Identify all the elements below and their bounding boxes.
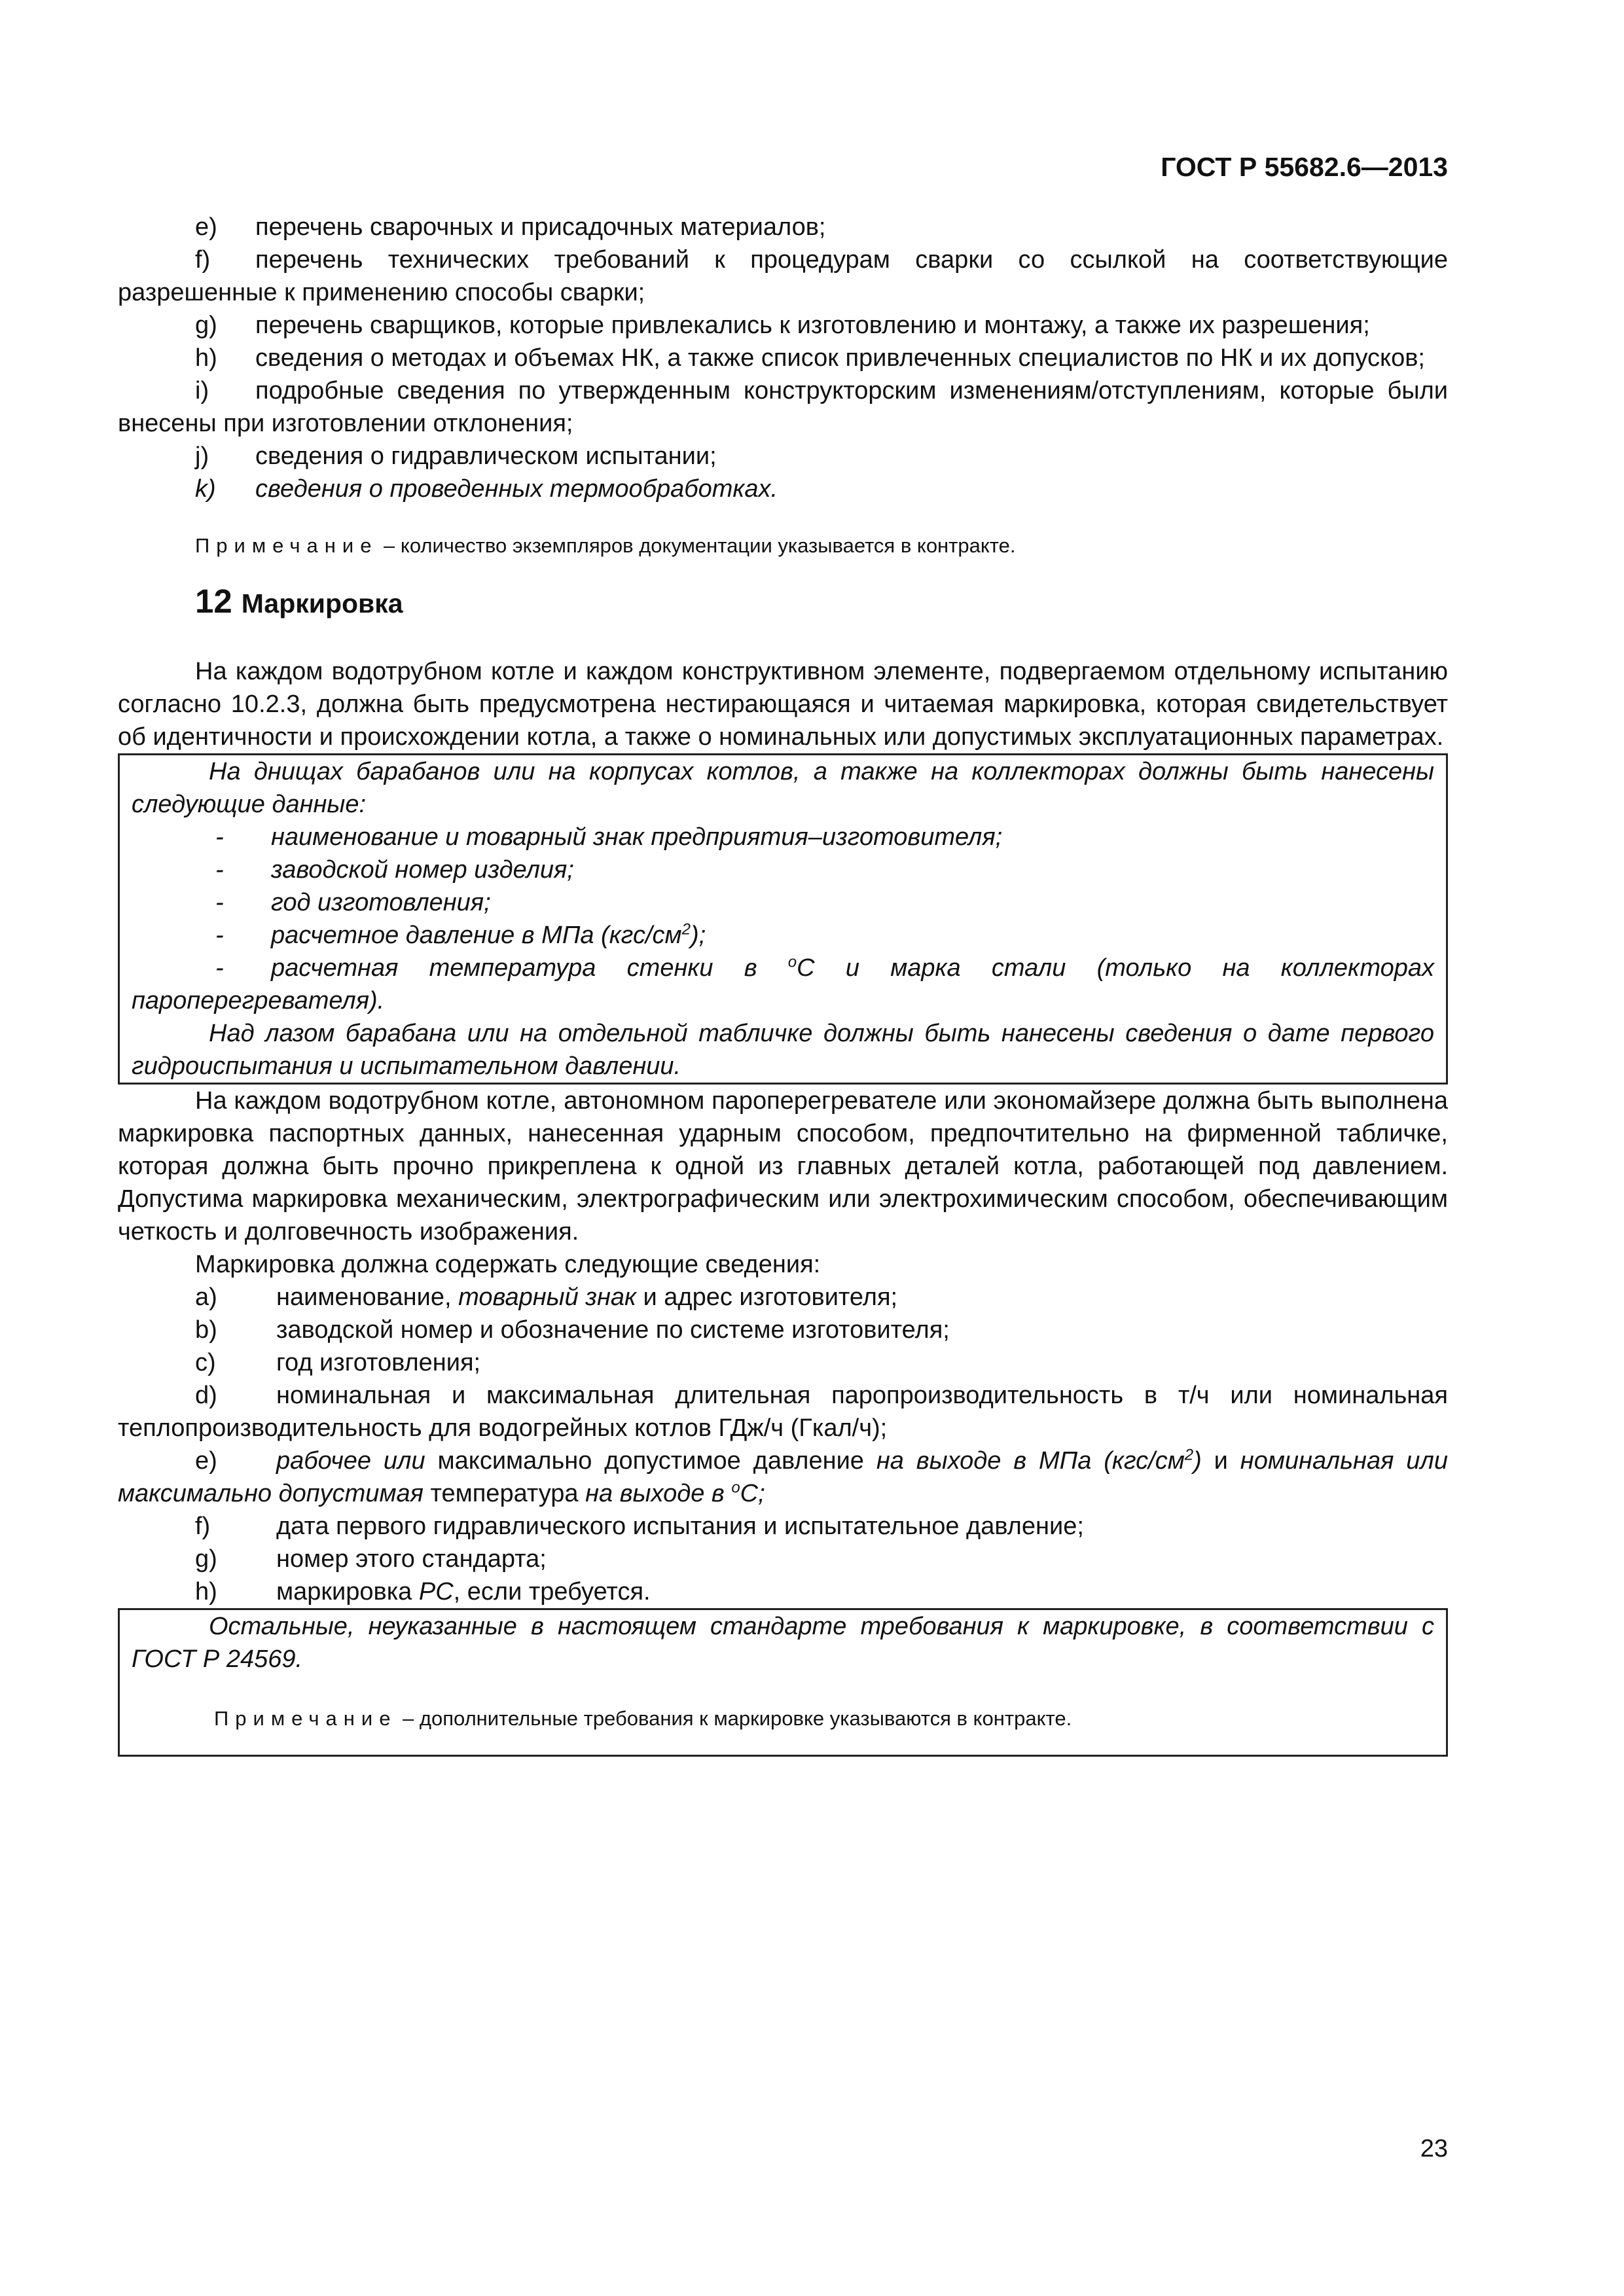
list-marker: e) bbox=[195, 1447, 217, 1475]
list-marker: d) bbox=[195, 1382, 217, 1409]
list-text: сведения о гидравлическом испытании; bbox=[255, 442, 717, 470]
boxed-insert-drum-marking bbox=[118, 753, 1448, 1085]
list-text: максимально допустимое давление bbox=[425, 1447, 876, 1475]
dash-text: С и марка стали (только на коллекторах пароперегревателя). bbox=[132, 954, 1435, 1014]
list-item-k bbox=[118, 473, 1448, 505]
note-text: – количество экземпляров документации указывается в контракте. bbox=[378, 534, 1016, 557]
list-text-italic: рабочее или bbox=[276, 1447, 425, 1475]
list-text: сведения о методах и объемах НК, а также список привлеченных специалистов по НК и их допусков; bbox=[255, 344, 1425, 372]
list-text: номинальная и максимальная длительная паропроизводительность в т/ч или номинальная теплопроизводительность для водогрейных котлов ГДж/ч (Гкал/ч); bbox=[118, 1382, 1448, 1442]
list-item-h bbox=[118, 342, 1448, 374]
dash-text: расчетное давление в МПа (кгс/см bbox=[271, 922, 682, 949]
list-text: номер этого стандарта; bbox=[276, 1545, 547, 1573]
dash-marker: - bbox=[215, 922, 224, 949]
list-marker: i) bbox=[195, 377, 209, 404]
marking-item-a bbox=[118, 1281, 1448, 1314]
list-text: и bbox=[1201, 1447, 1240, 1475]
boxed-insert-other-requirements bbox=[118, 1608, 1448, 1757]
list-marker: j) bbox=[195, 442, 209, 470]
list-text-italic: номинальная или максимально допустимая bbox=[118, 1447, 1448, 1507]
list-text-italic: на выходе в bbox=[585, 1480, 732, 1507]
marking-item-f bbox=[118, 1510, 1448, 1543]
list-text: наименование, bbox=[276, 1283, 459, 1311]
list-marker: g) bbox=[195, 1545, 217, 1573]
dash-item-temperature bbox=[132, 952, 1434, 1017]
list-marker: a) bbox=[195, 1283, 217, 1311]
list-text: заводской номер и обозначение по системе изготовителя; bbox=[276, 1316, 950, 1344]
list-item-j bbox=[118, 440, 1448, 473]
page-number: 23 bbox=[1420, 2135, 1448, 2162]
list-marker: f) bbox=[195, 1513, 211, 1540]
list-marker: g) bbox=[195, 312, 217, 339]
list-marker: f) bbox=[195, 246, 211, 274]
list-text: и адрес изготовителя; bbox=[636, 1283, 898, 1311]
dash-text: ); bbox=[690, 922, 706, 949]
list-marker: h) bbox=[195, 344, 217, 372]
superscript: 2 bbox=[681, 920, 691, 939]
marking-item-e bbox=[118, 1444, 1448, 1510]
dash-marker: - bbox=[215, 823, 224, 851]
dash-text: год изготовления; bbox=[271, 889, 491, 916]
list-text-italic: С; bbox=[740, 1480, 765, 1507]
paragraph-marking-contents: Маркировка должна содержать следующие сведения: bbox=[195, 1251, 821, 1278]
list-marker: k) bbox=[195, 475, 216, 503]
marking-item-b bbox=[118, 1314, 1448, 1346]
list-text: маркировка bbox=[276, 1578, 419, 1605]
superscript: о bbox=[731, 1479, 740, 1497]
dash-marker: - bbox=[215, 889, 224, 916]
list-text: перечень технических требований к процедурам сварки со ссылкой на соответствующие разрешенные к применению способы сварки; bbox=[118, 246, 1448, 306]
dash-text: наименование и товарный знак предприятия–изготовителя; bbox=[271, 823, 1003, 851]
document-code: ГОСТ Р 55682.6—2013 bbox=[1161, 152, 1448, 182]
superscript: 2 bbox=[1184, 1446, 1194, 1464]
list-marker: b) bbox=[195, 1316, 217, 1344]
paragraph-marking-requirement: На каждом водотрубном котле и каждом конструктивном элементе, подвергаемом отдельному испытанию согласно 10.2.3, должна быть предусмотрена нестирающаяся и читаемая маркировка, которая свидетельствует об идентичности и происхождении котла, а также о номинальных или допустимых эксплуатационных параметрах. bbox=[118, 658, 1448, 751]
paragraph-nameplate-marking: На каждом водотрубном котле, автономном пароперегревателе или экономайзере должна быть выполнена маркировка паспортных данных, нанесенная ударным способом, предпочтительно на фирменной табличке, которая должна быть прочно прикреплена к одной из главных деталей котла, работающей под давлением. Допустима маркировка механическим, электрографическим или электрохимическим способом, обеспечивающим четкость и долговечность изображения. bbox=[118, 1087, 1448, 1246]
marking-item-g bbox=[118, 1543, 1448, 1575]
list-text: перечень сварщиков, которые привлекались к изготовлению и монтажу, а также их разрешения; bbox=[255, 312, 1370, 339]
list-marker: c) bbox=[195, 1349, 216, 1376]
box-text: Остальные, неуказанные в настоящем стандарте требования к маркировке, в соответствии с ГОСТ Р 24569. bbox=[132, 1613, 1434, 1673]
dash-marker: - bbox=[215, 954, 224, 982]
list-text: дата первого гидравлического испытания и испытательное давление; bbox=[276, 1513, 1084, 1540]
dash-item-pressure bbox=[132, 919, 1434, 952]
section-heading bbox=[195, 585, 1448, 620]
list-text: температура bbox=[423, 1480, 586, 1507]
note-label: Примечание bbox=[214, 1707, 397, 1730]
note-text: – дополнительные требования к маркировке указываются в контракте. bbox=[397, 1707, 1072, 1730]
dash-item bbox=[132, 821, 1434, 853]
marking-item-h bbox=[118, 1575, 1448, 1608]
list-text-italic: на выходе в МПа (кгс/см bbox=[876, 1447, 1185, 1475]
list-item-g bbox=[118, 309, 1448, 342]
list-text-italic: PC bbox=[418, 1578, 454, 1605]
list-text: перечень сварочных и присадочных материалов; bbox=[255, 213, 826, 241]
list-text: год изготовления; bbox=[276, 1349, 481, 1376]
marking-item-d bbox=[118, 1379, 1448, 1444]
dash-text: расчетная температура стенки в bbox=[271, 954, 788, 982]
list-text: , если требуется. bbox=[453, 1578, 651, 1605]
dash-text: заводской номер изделия; bbox=[271, 856, 574, 884]
note-label: Примечание bbox=[195, 534, 378, 557]
section-number: 12 bbox=[195, 583, 232, 620]
dash-item bbox=[132, 853, 1434, 886]
list-item-f bbox=[118, 243, 1448, 309]
list-text-italic: товарный знак bbox=[458, 1283, 636, 1311]
list-text-italic: ) bbox=[1193, 1447, 1202, 1475]
list-item-e bbox=[118, 211, 1448, 243]
list-text: сведения о проведенных термообработках. bbox=[255, 475, 778, 503]
box-closing: Над лазом барабана или на отдельной табличке должны быть нанесены сведения о дате первого гидроиспытания и испытательном давлении. bbox=[132, 1020, 1434, 1080]
list-marker: h) bbox=[195, 1578, 217, 1605]
note-marking-contract bbox=[132, 1706, 1434, 1732]
dash-marker: - bbox=[215, 856, 224, 884]
note-documentation-copies bbox=[118, 533, 1448, 559]
superscript: о bbox=[787, 953, 797, 971]
page-content bbox=[118, 211, 1448, 1757]
list-marker: e) bbox=[195, 213, 217, 241]
list-item-i bbox=[118, 374, 1448, 440]
box-intro: На днищах барабанов или на корпусах котлов, а также на коллекторах должны быть нанесены следующие данные: bbox=[132, 758, 1434, 818]
marking-item-c bbox=[118, 1346, 1448, 1379]
section-title: Маркировка bbox=[241, 588, 403, 619]
list-text: подробные сведения по утвержденным конструкторским изменениям/отступлениям, которые были внесены при изготовлении отклонения; bbox=[118, 377, 1448, 437]
dash-item bbox=[132, 886, 1434, 919]
